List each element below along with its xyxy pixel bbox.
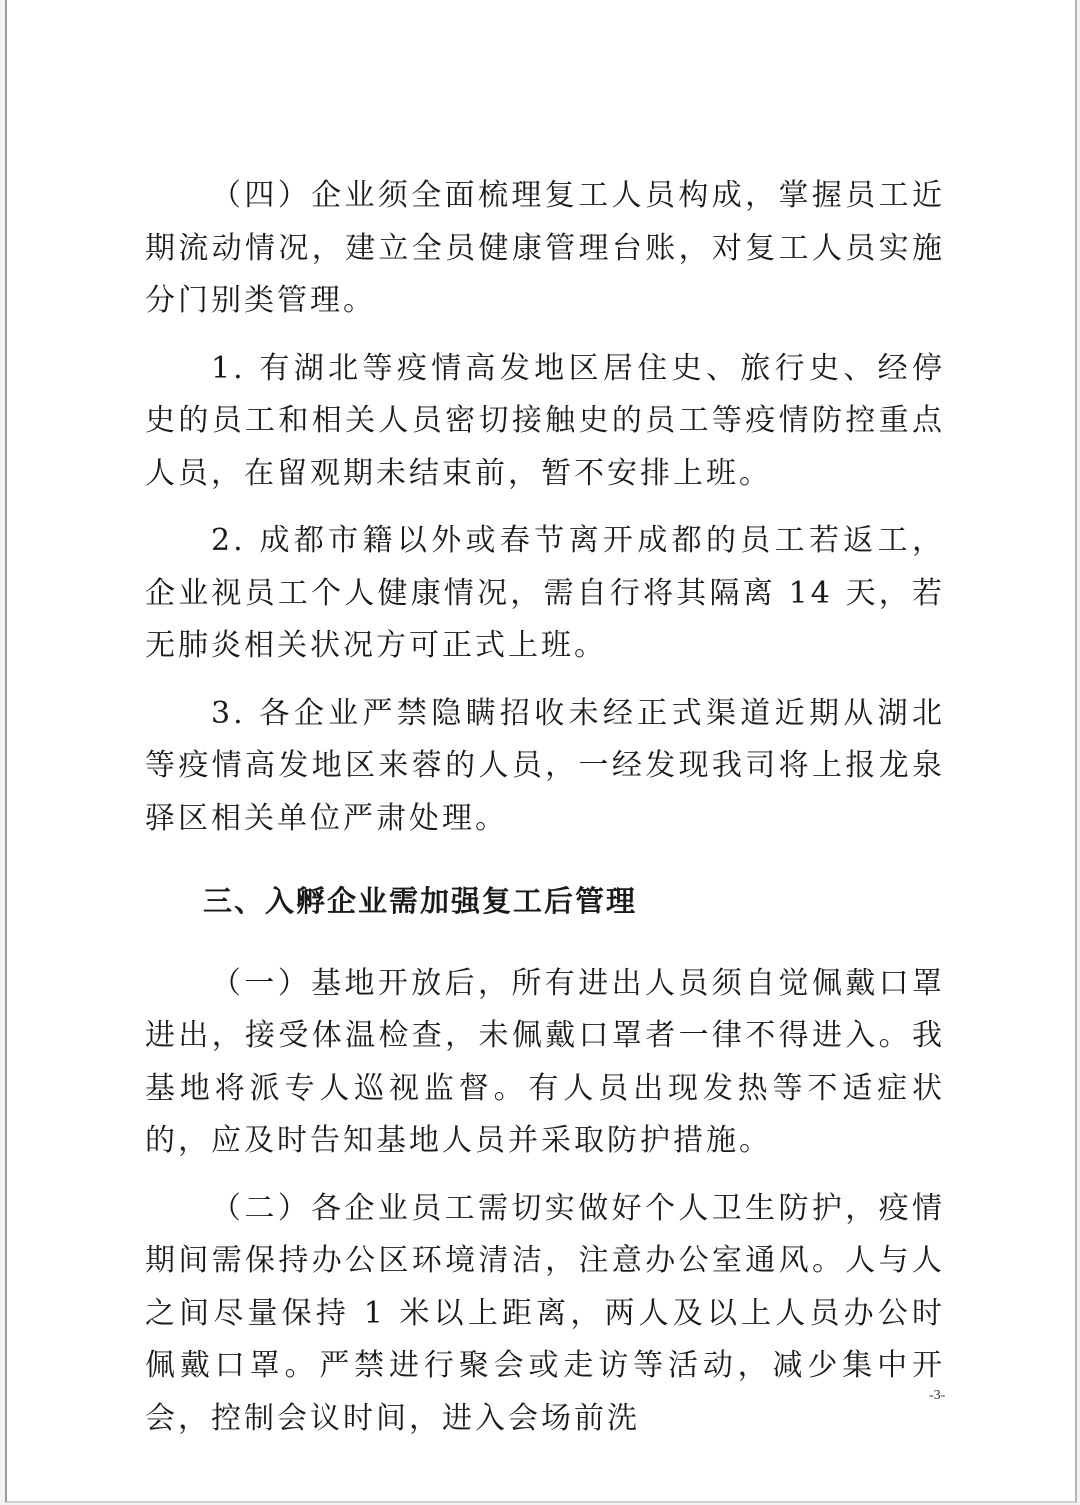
paragraph-item-3: 3. 各企业严禁隐瞒招收未经正式渠道近期从湖北等疫情高发地区来蓉的人员，一经发现我司将上报龙泉驿区相关单位严肃处理。: [145, 695, 945, 836]
paragraph-item-1: 1. 有湖北等疫情高发地区居住史、旅行史、经停史的员工和相关人员密切接触史的员工等疫情防控重点人员，在留观期未结束前，暂不安排上班。: [145, 350, 945, 491]
section-heading: 三、入孵企业需加强复工后管理: [203, 884, 638, 918]
paragraph-item-2: 2. 成都市籍以外或春节离开成都的员工若返工，企业视员工个人健康情况，需自行将其隔离 14 天，若无肺炎相关状况方可正式上班。: [145, 523, 945, 663]
paragraph-subsection-2: （二）各企业员工需切实做好个人卫生防护，疫情期间需保持办公区环境清洁，注意办公室通风。人与人之间尽量保持 1 米以上距离，两人及以上人员办公时佩戴口罩。严禁进行聚会或走访等活动，减少集中开会，控制会议时间，进入会场前洗: [145, 1190, 945, 1436]
paragraph-subsection-1: （一）基地开放后，所有进出人员须自觉佩戴口罩进出，接受体温检查，未佩戴口罩者一律不得进入。我基地将派专人巡视监督。有人员出现发热等不适症状的，应及时告知基地人员并采取防护措施。: [145, 965, 945, 1158]
document-body: [145, 170, 945, 1460]
document-page: [5, 0, 1077, 1503]
paragraph-section-4: （四）企业须全面梳理复工人员构成，掌握员工近期流动情况，建立全员健康管理台账，对复工人员实施分门别类管理。: [145, 178, 945, 318]
page-number: -3-: [929, 1388, 946, 1403]
